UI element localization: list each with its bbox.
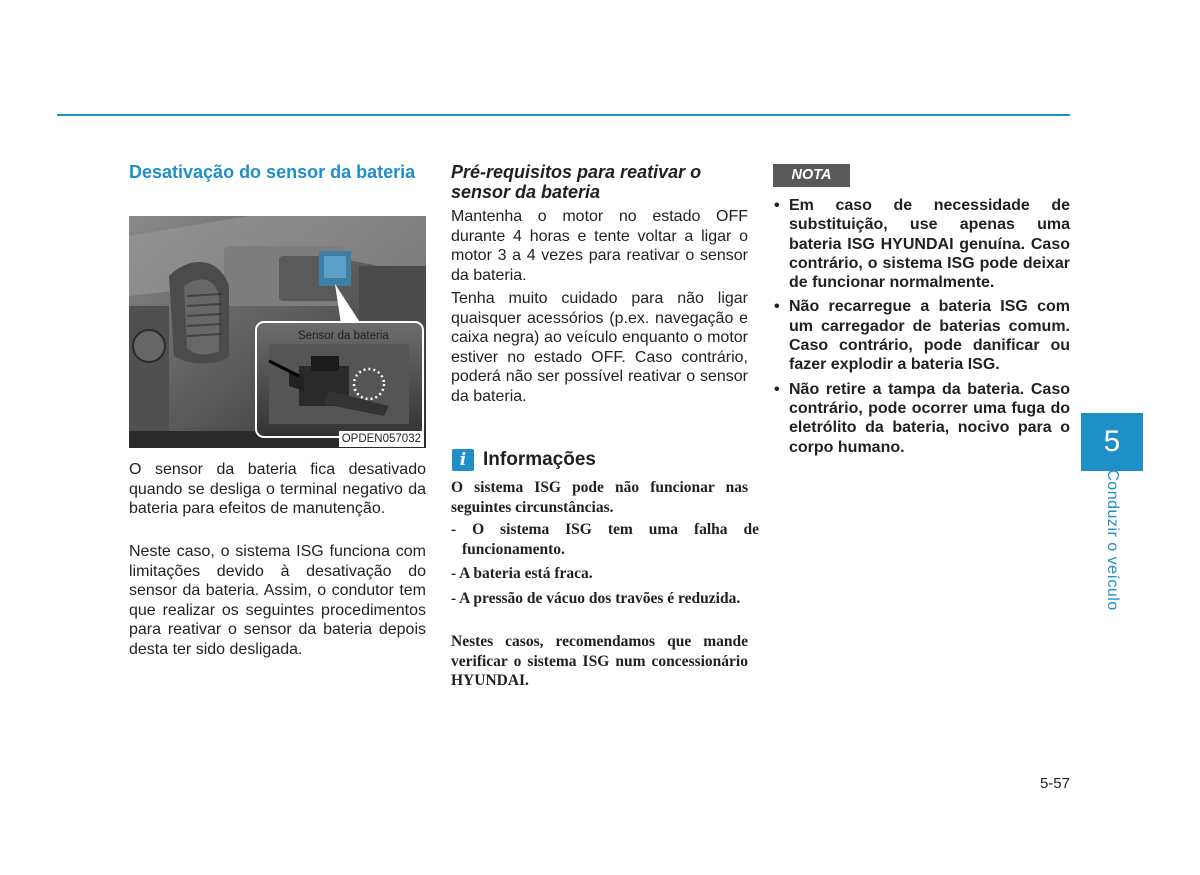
info-icon: i [452,449,474,471]
bullet-marker: • [774,380,780,398]
figure-label: Sensor da bateria [298,330,389,342]
info-header [452,448,596,472]
bullet-marker: • [774,197,780,214]
engine-figure [129,216,426,448]
page-number: 5-57 [1039,775,1070,792]
info-item-1: - O sistema ISG tem uma falha de funcionamento. [451,521,759,558]
info-intro: O sistema ISG pode não funcionar nas seguintes circunstâncias. [451,479,748,516]
nota-badge: NOTA [773,164,850,187]
info-outro: Nestes casos, recomendamos que mande verificar o sistema ISG num concessionário HYUNDAI. [451,633,748,689]
nota-list [773,196,1070,462]
chapter-title: Conduzir o veículo [1104,469,1121,611]
nota-item-text: Não recarregue a bateria ISG com um carregador de baterias comum. Caso contrário, pode danificar ou fazer explodir a bateria ISG. [789,298,1070,374]
middle-paragraph-2: Tenha muito cuidado para não ligar quaisquer acessórios (p.ex. navegação e caixa negra) ao veículo enquanto o motor estiver no estado OFF. Caso contrário, poderá não ser possível reativar o sensor da bateria. [451,290,748,405]
prerequisites-heading: Pré-requisitos para reativar o sensor da bateria [451,162,702,202]
nota-item-text: Em caso de necessidade de substituição, use apenas uma bateria ISG HYUNDAI genuína. Caso contrário, o sistema ISG pode deixar de funcionar normalmente. [789,197,1070,292]
nota-item [773,297,1070,374]
info-title: Informações [483,449,596,470]
info-item-2: - A bateria está fraca. [451,565,593,582]
chapter-tab: 5 [1081,413,1143,471]
nota-item-text: Não retire a tampa da bateria. Caso contrário, pode ocorrer uma fuga do eletrólito da bateria, nocivo para o corpo humano. [789,380,1070,456]
middle-paragraph-1: Mantenha o motor no estado OFF durante 4 horas e tente voltar a ligar o motor 3 a 4 vezes para reativar o sensor da bateria. [451,208,748,284]
section-heading: Desativação do sensor da bateria [129,162,416,182]
info-item-3: - A pressão de vácuo dos travões é reduzida. [451,590,741,607]
nota-item [773,380,1070,457]
left-paragraph-2: Neste caso, o sistema ISG funciona com limitações devido à desativação do sensor da bateria. Assim, o condutor tem que realizar os seguintes procedimentos para reativar o sensor da bateria depois desta ter sido desligada. [129,543,426,658]
left-paragraph-1: O sensor da bateria fica desativado quando se desliga o terminal negativo da bateria para efeitos de manutenção. [129,461,426,517]
header-rule [57,114,1070,116]
figure-code: OPDEN057032 [339,431,424,447]
nota-item [773,196,1070,292]
bullet-marker: • [774,298,780,316]
